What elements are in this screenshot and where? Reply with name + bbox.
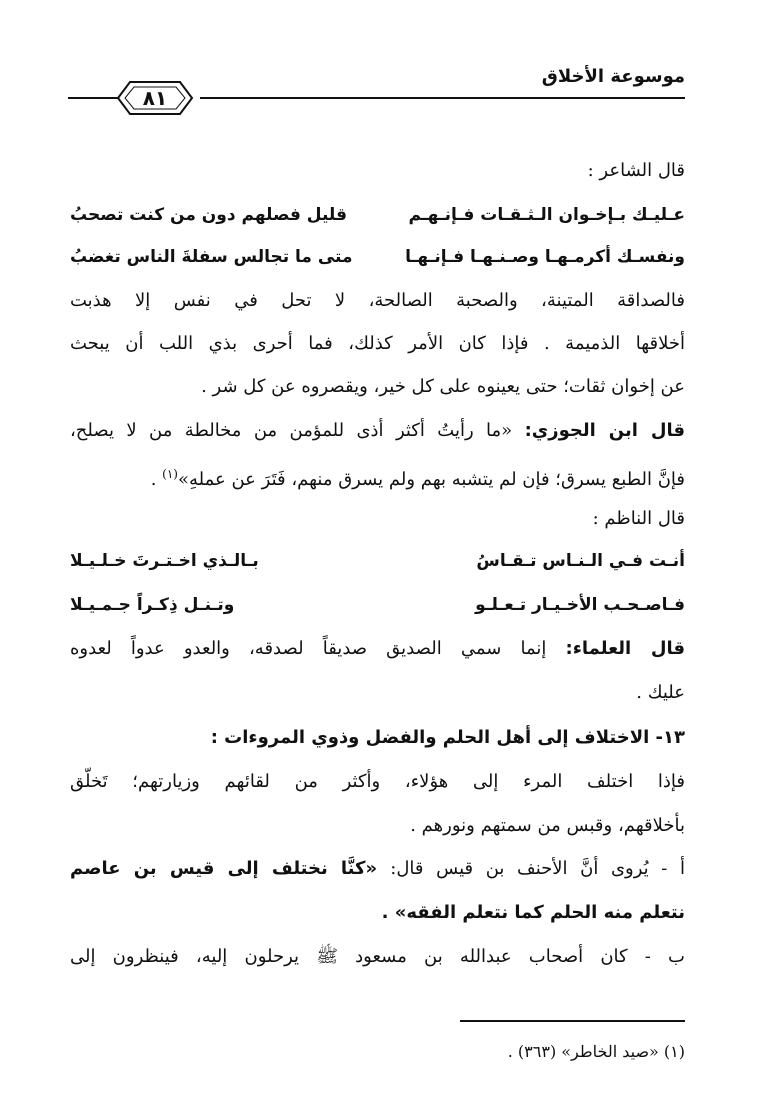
header-rule-left	[68, 97, 118, 99]
footnote-ref: (١)	[162, 467, 178, 481]
header-rule-right	[200, 97, 685, 99]
text-line: فإذا اختلف المرء إلى هؤلاء، وأكثر من لقائهم وزيارتهم؛ تَخلّق	[70, 771, 685, 792]
quote-text: «ما رأيتُ أكثر أذى للمؤمن من مخالطة من لا يصلح،	[70, 420, 513, 441]
footnote-rule	[460, 1020, 685, 1022]
text-line: عن إخوان ثقات؛ حتى يعينوه على كل خير، ويقصروه عن كل شر .	[201, 376, 685, 397]
text-line: بأخلاقهم، وقبس من سمتهم ونورهم .	[410, 815, 685, 836]
text-line: فالصداقة المتينة، والصحبة الصالحة، لا تحل في نفس إلا هذبت	[70, 290, 685, 311]
quote-attribution: قال ابن الجوزي:	[524, 420, 685, 441]
quote-end: .	[150, 469, 163, 490]
text-line: ب - كان أصحاب عبدالله بن مسعود ﷺ يرحلون إليه، فينظرون إلى	[70, 946, 685, 967]
quote-text: «كنَّا نختلف إلى قيس بن عاصم	[70, 858, 391, 879]
section-heading: ١٣- الاختلاف إلى أهل الحلم والفضل وذوي المروءات :	[210, 727, 685, 748]
quote-attribution: قال العلماء:	[565, 638, 686, 659]
text-line: نتعلم منه الحلم كما نتعلم الفقه» .	[381, 902, 685, 923]
text-line	[70, 636, 685, 662]
text-line: أخلاقها الذميمة . فإذا كان الأمر كذلك، فما أحرى بذي اللب أن يبحث	[70, 333, 685, 354]
narration-text: أ - يُروى أنَّ الأحنف بن قيس قال:	[390, 858, 686, 879]
text-line: قال الناظم :	[592, 508, 685, 529]
running-header-title: موسوعة الأخلاق	[541, 66, 685, 87]
verse-hemistich: وتـنـل ذِكـراً جـمـيـلا	[70, 595, 235, 615]
verse-hemistich: فـاصـحـب الأخـيـار تـعـلـو	[475, 595, 685, 615]
page-number: ٨١	[142, 86, 168, 110]
text-line	[70, 418, 685, 444]
verse-hemistich: قليل فصلهم دون من كنت تصحبُ	[70, 205, 347, 225]
verse-hemistich: أنـت فـي الـنـاس تـقـاسُ	[476, 551, 685, 571]
verse-hemistich: بـالـذي اخـتـرتَ خـلـيـلا	[70, 551, 259, 571]
text-line	[70, 856, 685, 882]
verse-hemistich: متى ما تجالس سفلةَ الناس تغضبُ	[70, 247, 353, 267]
footnote: (١) «صيد الخاطر» (٣٦٣) .	[507, 1042, 685, 1061]
quote-text: فإنَّ الطبع يسرق؛ فإن لم يتشبه بهم ولم يسرق منهم، فَتَرَ عن عملهِ»	[177, 469, 685, 490]
text-line	[151, 461, 685, 493]
text-line: قال الشاعر :	[587, 160, 685, 181]
verse-hemistich: ونفسـك أكرمـهـا وصـنـهـا فـإنـهـا	[405, 247, 685, 267]
quote-text: إنما سمي الصديق صديقاً لصدقه، والعدو عدواً لعدوه	[70, 638, 566, 659]
verse-hemistich: عـليـك بـإخـوان الـثـقـات فـإنـهـم	[408, 205, 685, 225]
text-line: عليك .	[636, 682, 685, 703]
